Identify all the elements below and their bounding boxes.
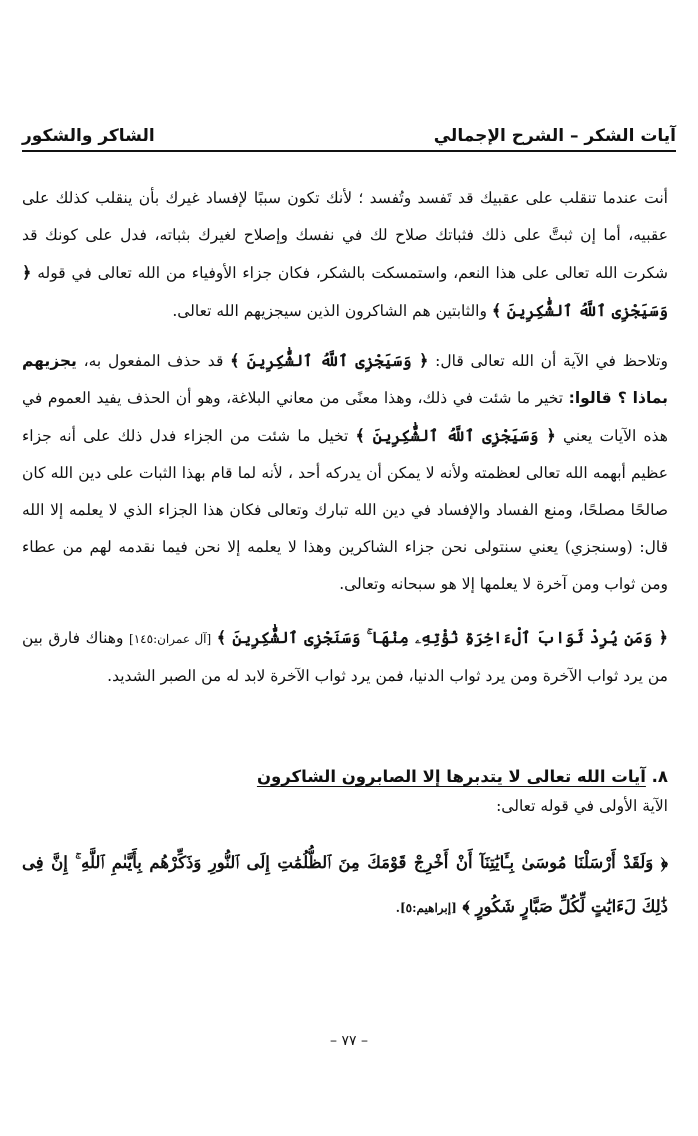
paragraph-1	[22, 180, 668, 330]
section-title: آيات الله تعالى لا يتدبرها إلا الصابرون الشاكرون	[256, 767, 646, 786]
quran-verse: ﴿ وَلَقَدْ أَرْسَلْنَا مُوسَىٰ بِـَٔايَٰتِنَآ أَنْ أَخْرِجْ قَوْمَكَ مِنَ ٱلظُّلُمَٰتِ إِلَى ٱلنُّورِ وَذَكِّرْهُم بِأَيَّىٰمِ ٱللَّهِ ۚ إِنَّ فِى ذَٰلِكَ لَءَايَٰتٍ لِّكُلِّ صَبَّارٍ شَكُورٍ ﴾	[22, 853, 668, 916]
section-heading	[22, 763, 668, 791]
paragraph-2-text-3: تخير ما شئت في ذلك، وهذا معنًى من معاني البلاغة، وهو أن الحذف يفيد العموم في هذه الآيات يعني	[22, 389, 668, 445]
paragraph-3-text: وهناك فارق بين من يرد ثواب الآخرة ومن يرد ثواب الدنيا، فمن يرد ثواب الآخرة لابد له من الصبر الشديد.	[22, 629, 668, 685]
page-number: – ٧٧ –	[330, 1033, 368, 1049]
quran-quote: ﴿ وَسَيَجْزِى ٱللَّهُ ٱلشَّٰكِرِينَ ﴾	[22, 263, 668, 320]
paragraph-3	[22, 619, 668, 695]
paragraph-1-text: أنت عندما تنقلب على عقبيك قد تَفسد وتُفسد ؛ لأنك تكون سببًا لإفساد غيرك بأن ينقلب كذلك على عقبيه، أما إن ثبتَّ على ذلك فثباتك صلاح لك في نفسك وإصلاح لغيرك بثباته، فدل على كونك قد شكرت الله تعالى على هذا النعم، واستمسكت بالشكر، فكان جزاء الأوفياء من الله تعالى في قوله	[22, 189, 668, 282]
bold-question: يجزيهم بماذا ؟ قالوا:	[22, 352, 668, 407]
quran-quote: ﴿ وَسَيَجْزِى ٱللَّهُ ٱلشَّٰكِرِينَ ﴾	[355, 426, 556, 445]
section-number: ٨.	[651, 767, 668, 786]
paragraph-2-text-4: تخيل ما شئت من الجزاء فدل ذلك على أنه جزاء عظيم أبهمه الله تعالى لعظمته ولأنه لا يمكن أن يدركه أحد ، لأنه لما قام بهذا الثبات على دين الله كان صالحًا مصلحًا، ومنع الفساد والإفساد في دين الله تبارك وتعالى فكان هذا الجزاء الذي لا يعلمه إلا الله قال: (وسنجزي) يعني سنتولى نحن جزاء الشاكرين وهذا لا يعلمه إلا نحن فيما نقدمه لهم من عطاء ومن ثواب ومن آخرة لا يعلمها إلا هو سبحانه وتعالى.	[22, 427, 668, 593]
header-book-title: الشاكر والشكور	[22, 126, 155, 146]
running-header	[22, 112, 676, 152]
verse-reference: [إبراهيم:٥].	[395, 901, 457, 915]
paragraph-2-text-2: قد حذف المفعول به،	[83, 352, 224, 370]
quran-quote: ﴿ وَمَن يُرِدْ ثَوَابَ ٱلْءَاخِرَةِ نُؤْتِهِۦ مِنْهَا ۚ وَسَنَجْزِى ٱلشَّٰكِرِينَ ﴾	[216, 628, 668, 647]
section-intro: الآية الأولى في قوله تعالى:	[496, 797, 668, 815]
paragraph-2-text-1: وتلاحظ في الآية أن الله تعالى قال:	[435, 352, 668, 370]
quran-quote: ﴿ وَسَيَجْزِى ٱللَّهُ ٱلشَّٰكِرِينَ ﴾	[230, 351, 429, 370]
body-text	[22, 180, 668, 930]
header-chapter-title: آيات الشكر – الشرح الإجمالي	[433, 126, 676, 146]
paragraph-1-text-end: والثابتين هم الشاكرون الذين سيجزيهم الله تعالى.	[172, 302, 487, 320]
paragraph-2	[22, 342, 668, 603]
verse-reference: [آل عمران:١٤٥]	[129, 632, 212, 646]
verse-block	[22, 841, 668, 930]
